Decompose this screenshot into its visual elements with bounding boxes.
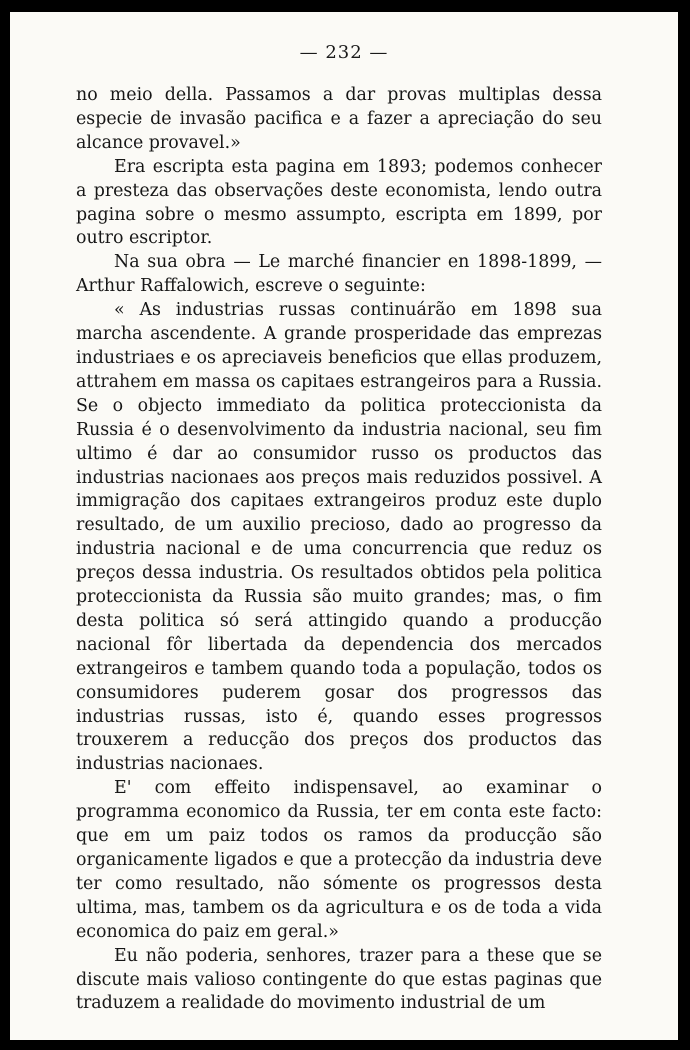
paragraph-6: Eu não poderia, senhores, trazer para a these que se discute mais valioso contingente do que estas paginas que traduzem a realidade do movimento industrial de um: [76, 945, 602, 1014]
body-text: [76, 84, 602, 1016]
paragraph-2: Era escripta esta pagina em 1893; podemos conhecer a presteza das observações deste economista, lendo outra pagina sobre o mesmo assumpto, escripta em 1899, por outro escriptor.: [76, 156, 602, 249]
paragraph-1: no meio della. Passamos a dar provas multiplas dessa especie de invasão pacifica e a fazer a apreciação do seu alcance provavel.»: [76, 85, 602, 153]
book-page: [10, 12, 678, 1040]
paragraph-3: Na sua obra — Le marché financier en 1898-1899, — Arthur Raffalowich, escreve o seguinte:: [76, 252, 602, 297]
paragraph-5-quotation: E' com effeito indispensavel, ao examinar o programma economico da Russia, ter em conta este facto: que em um paiz todos os ramos da producção são organicamente ligados e que a protecção da industria deve ter como resultado, não sómente os progressos desta ultima, mas, tambem os da agricultura e os de toda a vida economica do paiz em geral.»: [76, 778, 602, 942]
page-number: — 232 —: [299, 42, 389, 63]
paragraph-4-quotation: « As industrias russas continuárão em 1898 sua marcha ascendente. A grande prosperidade das emprezas industriaes e os apreciaveis beneficios que ellas produzem, attrahem em massa os capitaes estrangeiros para a Russia. Se o objecto immediato da politica proteccionista da Russia é o desenvolvimento da industria nacional, seu fim ultimo é dar ao consumidor russo os productos das industrias nacionaes aos preços mais reduzidos possivel. A immigração dos capitaes extrangeiros produz este duplo resultado, de um auxilio precioso, dado ao progresso da industria nacional e de uma concurrencia que reduz os preços dessa industria. Os resultados obtidos pela politica proteccionista da Russia são muito grandes; mas, o fim desta politica só será attingido quando a producção nacional fôr libertada da dependencia dos mercados extrangeiros e tambem quando toda a população, todos os consumidores puderem gosar dos progressos das industrias russas, isto é, quando esses progressos trouxerem a reducção dos preços dos productos das industrias nacionaes.: [76, 300, 602, 775]
